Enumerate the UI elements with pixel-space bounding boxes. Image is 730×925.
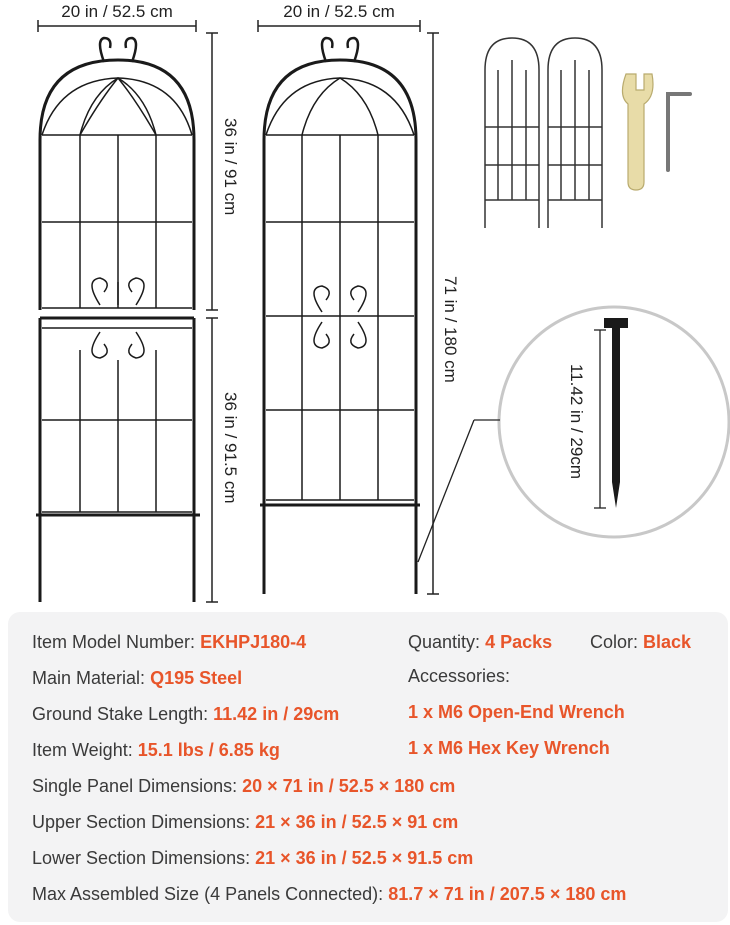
spec-stake: Ground Stake Length: 11.42 in / 29cm: [32, 704, 340, 724]
spec-single-panel: Single Panel Dimensions: 20 × 71 in / 52.5 × 180 cm: [32, 776, 456, 796]
spec-quantity: Quantity: 4 Packs: [408, 632, 553, 652]
spec-max-assembled: Max Assembled Size (4 Panels Connected): 81.7 × 71 in / 207.5 × 180 cm: [32, 884, 627, 904]
thumbnail-trellises: [485, 38, 602, 228]
right-width-label: 20 in / 52.5 cm: [283, 2, 395, 21]
spec-material: Main Material: Q195 Steel: [32, 668, 243, 688]
spec-color: Color: Black: [590, 632, 692, 652]
lower-height-label: 36 in / 91.5 cm: [221, 392, 240, 504]
hex-key-icon: [668, 94, 690, 170]
specifications-panel: [8, 612, 728, 922]
stake-length-label: 11.42 in / 29cm: [567, 364, 586, 479]
spec-upper-section: Upper Section Dimensions: 21 × 36 in / 52.5 × 91 cm: [32, 812, 459, 832]
spec-accessories-label: Accessories:: [408, 666, 511, 686]
accessory-item: 1 x M6 Open-End Wrench: [408, 702, 625, 722]
spec-lower-section: Lower Section Dimensions: 21 × 36 in / 52.5 × 91.5 cm: [32, 848, 474, 868]
upper-height-label: 36 in / 91 cm: [221, 118, 240, 216]
panel-height-label: 71 in / 180 cm: [441, 276, 460, 383]
accessory-item: 1 x M6 Hex Key Wrench: [408, 738, 610, 758]
open-end-wrench-icon: [622, 74, 653, 190]
spec-weight: Item Weight: 15.1 lbs / 6.85 kg: [32, 740, 280, 760]
left-width-label: 20 in / 52.5 cm: [61, 2, 173, 21]
spec-model: Item Model Number: EKHPJ180-4: [32, 632, 307, 652]
